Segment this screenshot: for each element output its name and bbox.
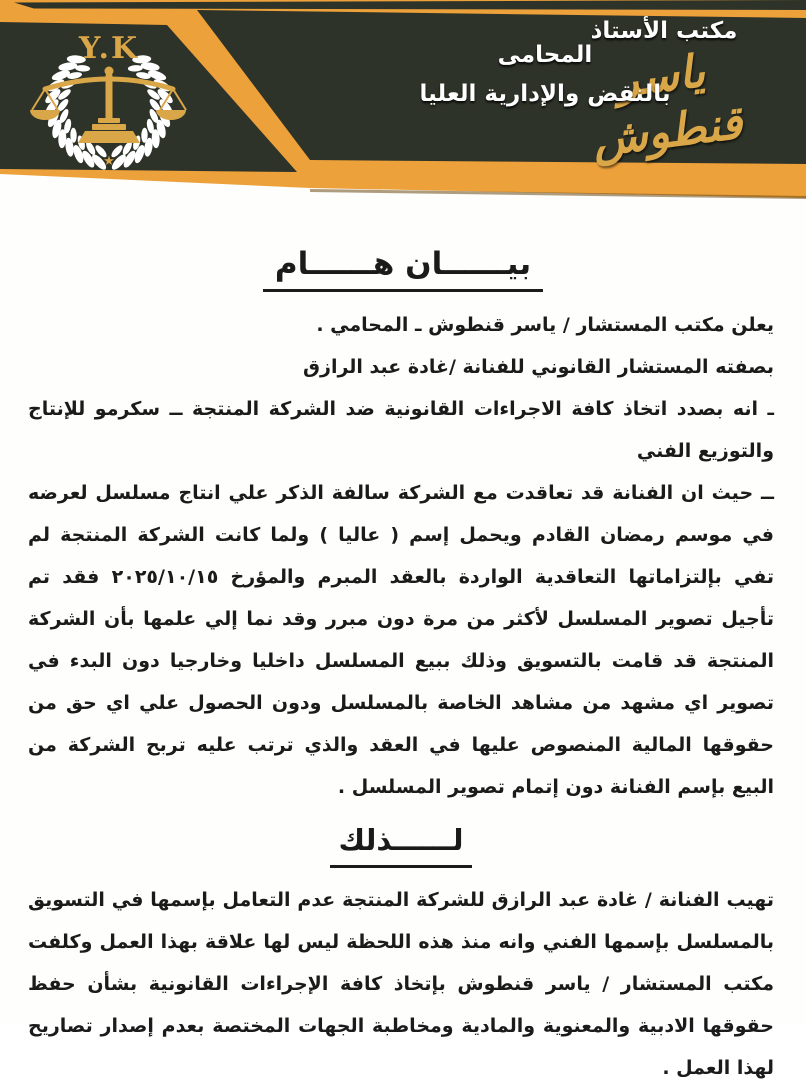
law-office-emblem (2, 24, 216, 172)
statement-title: بيــــــان هــــــام (263, 246, 543, 292)
intro-line: بصفته المستشار القانوني للفنانة /غادة عبد الرازق (303, 356, 774, 378)
statement-body (0, 292, 806, 1089)
yk-monogram: Y.K (78, 31, 140, 66)
letterhead (0, 0, 806, 230)
profession-title: المحامى (497, 42, 593, 68)
lawyer-name-calligraphy: ياسر قنطوش (589, 44, 746, 167)
therefore-heading-wrap (28, 823, 774, 868)
intro-line: يعلن مكتب المستشار / ياسر قنطوش ـ المحامي . (316, 314, 774, 336)
bullet-paragraph: ـ انه بصدد اتخاذ كافة الاجراءات القانونية ضد الشركة المنتجة ــ سكرمو للإنتاج والتوزيع الفني (28, 398, 774, 462)
star-icon: ★ (103, 154, 115, 169)
profession-block (400, 42, 690, 107)
closing-paragraph: تهيب الفنانة / غادة عبد الرازق للشركة المنتجة عدم التعامل بإسمها في التسويق بالمسلسل بإسمها الفني وانه منذ هذه اللحظة ليس لها علاقة بهذا العمل وكلفت مكتب المستشار / ياسر قنطوش بإتخاذ كافة الإجراءات القانونية بشأن حفظ حقوقها الادبية والمعنوية والمادية ومخاطبة الجهات المختصة بعدم إصدار تصاريح لهذا العمل . (28, 889, 774, 1079)
office-title: مكتب الأستاذ (590, 18, 738, 44)
therefore-heading: لــــــذلك (330, 823, 471, 868)
qualification-line: بالنقض والإدارية العليا (419, 81, 671, 107)
bullet-paragraph: ــ حيث ان الفنانة قد تعاقدت مع الشركة سالفة الذكر علي انتاج مسلسل لعرضه في موسم رمضان القادم ويحمل إسم ( عاليا ) ولما كانت الشركة المنتجة لم تفي بإلتزاماتها التعاقدية الواردة بالعقد المبرم والمؤرخ ٢٠٢٥/١٠/١٥ فقد تم تأجيل تصوير المسلسل لأكثر من مرة دون مبرر وقد نما إلي علمها بأن الشركة المنتجة قد قامت بالتسويق وذلك ببيع المسلسل داخليا وخارجيا دون البدء في تصوير اي مشهد من مشاهد الخاصة بالمسلسل ودون الحصول علي اي حق من حقوقها المالية المنصوص عليها في العقد والذي ترتب عليه تربح الشركة من البيع بإسم الفنانة دون إتمام تصوير المسلسل . (28, 482, 775, 798)
